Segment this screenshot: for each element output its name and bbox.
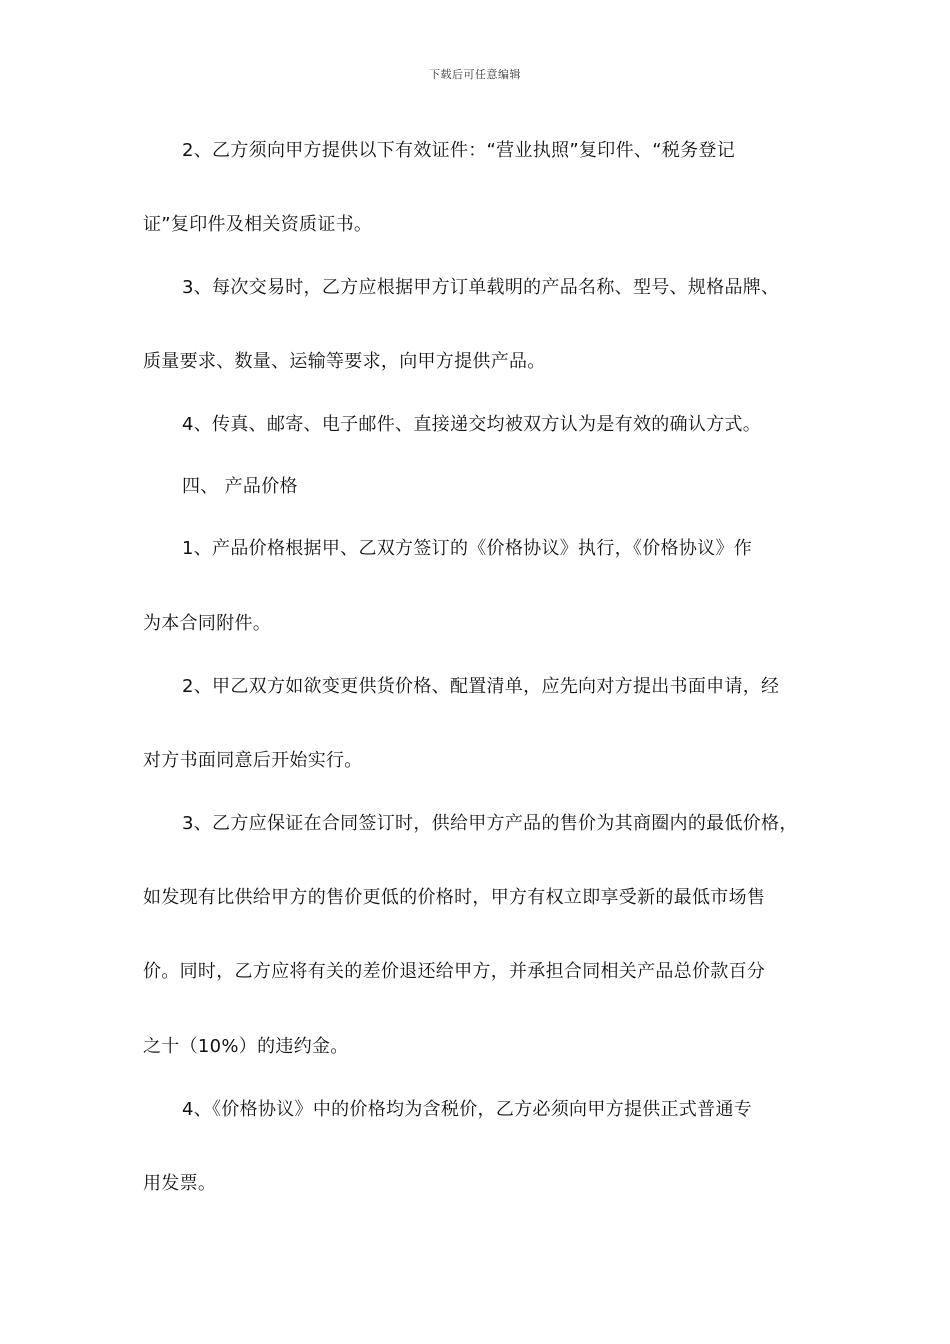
text-line: 质量要求、数量、运输等要求，向甲方提供产品。 (143, 351, 546, 372)
text-line: 价。同时，乙方应将有关的差价退还给甲方，并承担合同相关产品总价款百分 (143, 961, 766, 982)
text-line: 如发现有比供给甲方的售价更低的价格时，甲方有权立即享受新的最低市场售 (143, 887, 766, 908)
text-line: 之十（10%）的违约金。 (143, 1036, 349, 1057)
text-line: 2、乙方须向甲方提供以下有效证件：“营业执照”复印件、“税务登记 (182, 140, 736, 161)
text-line: 3、乙方应保证在合同签订时，供给甲方产品的售价为其商圈内的最低价格， (182, 813, 798, 834)
text-line: 4、《价格协议》中的价格均为含税价，乙方必须向甲方提供正式普通专 (182, 1099, 753, 1120)
text-line: 1、产品价格根据甲、乙双方签订的《价格协议》执行，《价格协议》作 (182, 538, 753, 559)
text-line: 证”复印件及相关资质证书。 (143, 214, 373, 235)
text-line: 3、每次交易时，乙方应根据甲方订单载明的产品名称、型号、规格品牌、 (182, 277, 780, 298)
text-line: 4、传真、邮寄、电子邮件、直接递交均被双方认为是有效的确认方式。 (182, 414, 762, 435)
page-header: 下载后可任意编辑 (429, 68, 521, 81)
text-line: 对方书面同意后开始实行。 (143, 750, 363, 771)
text-line: 用发票。 (143, 1173, 217, 1194)
section-heading: 四、 产品价格 (182, 476, 298, 497)
text-line: 为本合同附件。 (143, 613, 272, 634)
text-line: 2、甲乙双方如欲变更供货价格、配置清单，应先向对方提出书面申请，经 (182, 676, 780, 697)
